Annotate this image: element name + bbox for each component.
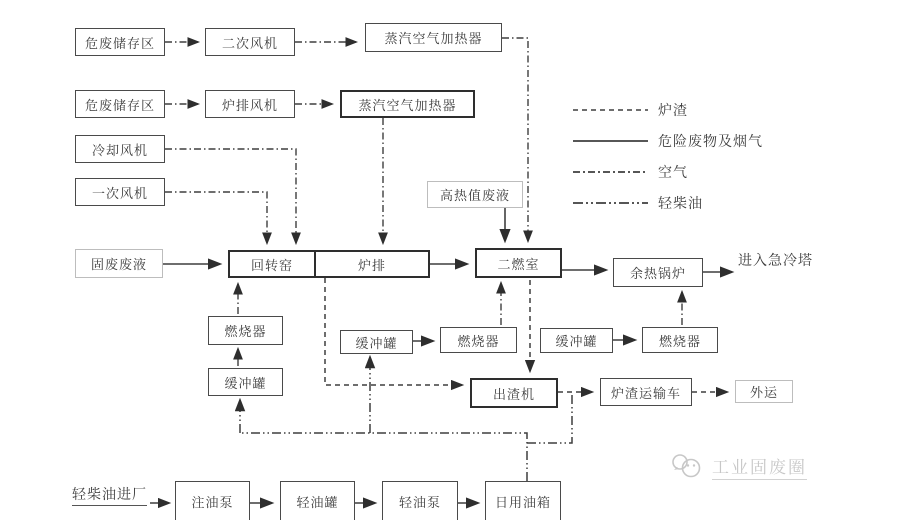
legend-label-slag: 炉渣 — [658, 101, 688, 118]
node-cooling-fan-label: 冷却风机 — [91, 142, 148, 158]
legend-label-waste-flue-gas: 危险废物及烟气 — [658, 132, 763, 149]
node-oil-injection-pump — [175, 481, 250, 520]
node-outbound — [735, 380, 793, 403]
node-rotary-kiln-label: 回转窑 — [250, 257, 293, 273]
legend-label-diesel: 轻柴油 — [658, 194, 703, 211]
node-grate-fan — [205, 90, 295, 118]
label-diesel-inlet: 轻柴油进厂 — [72, 484, 147, 506]
node-grate-label: 炉排 — [357, 257, 386, 273]
node-rotary-kiln — [230, 252, 314, 276]
node-steam-air-heater-2-label: 蒸汽空气加热器 — [358, 97, 457, 113]
node-buffer-tank-right-label: 缓冲罐 — [555, 334, 598, 349]
legend-item-slag — [573, 94, 823, 125]
node-daily-oil-tank-label: 日用油箱 — [494, 494, 551, 510]
node-slag-truck-label: 炉渣运输车 — [610, 385, 681, 401]
legend — [573, 94, 823, 218]
node-hw-storage-2 — [75, 90, 165, 118]
node-light-oil-pump — [382, 481, 458, 520]
node-primary-fan — [75, 178, 165, 206]
node-hw-storage-1 — [75, 28, 165, 56]
node-cooling-fan — [75, 135, 165, 163]
node-secondary-chamber — [475, 248, 562, 278]
node-daily-oil-tank — [485, 481, 561, 520]
node-secondary-fan — [205, 28, 295, 56]
node-secondary-chamber-label: 二燃室 — [497, 256, 540, 272]
node-slag-truck — [600, 378, 692, 406]
diesel-line-daily-tank-main — [240, 433, 527, 481]
air-line-cooling-fan-to-kiln — [165, 149, 296, 243]
watermark-text: 工业固废圈 — [712, 453, 807, 480]
node-burner-right-label: 燃烧器 — [658, 333, 701, 349]
node-waste-heat-boiler — [613, 258, 703, 287]
node-burner-mid-label: 燃烧器 — [457, 333, 500, 349]
node-light-oil-tank-label: 轻油罐 — [296, 494, 339, 510]
node-buffer-tank-left-label: 缓冲罐 — [224, 375, 267, 391]
wechat-logo-icon — [670, 452, 704, 480]
node-waste-heat-boiler-label: 余热锅炉 — [629, 266, 686, 281]
node-light-oil-tank — [280, 481, 355, 520]
node-high-heat-waste-liquid-label: 高热值废液 — [439, 188, 510, 203]
node-oil-injection-pump-label: 注油泵 — [191, 494, 234, 510]
legend-item-waste-flue-gas — [573, 125, 823, 156]
legend-label-air: 空气 — [658, 163, 688, 180]
node-buffer-tank-mid — [340, 330, 413, 354]
legend-sample-dash-dot-line — [573, 168, 648, 176]
node-burner-mid — [440, 327, 517, 353]
node-burner-right — [642, 327, 718, 353]
node-slag-discharger-label: 出渣机 — [492, 386, 535, 402]
node-primary-fan-label: 一次风机 — [91, 185, 148, 201]
label-to-quench-tower: 进入急冷塔 — [738, 252, 813, 268]
node-grate — [314, 252, 428, 276]
node-buffer-tank-left — [208, 368, 283, 396]
node-hw-storage-1-label: 危废储存区 — [84, 35, 155, 51]
legend-sample-solid-line — [573, 137, 648, 145]
node-burner-left-label: 燃烧器 — [224, 324, 267, 339]
node-buffer-tank-mid-label: 缓冲罐 — [355, 335, 398, 351]
node-light-oil-pump-label: 轻油泵 — [398, 494, 441, 510]
air-line-heater1-to-secondary-chamber — [502, 38, 528, 241]
node-steam-air-heater-1 — [365, 23, 502, 52]
node-grate-fan-label: 炉排风机 — [221, 97, 278, 113]
watermark — [670, 452, 807, 480]
node-slag-discharger — [470, 378, 558, 408]
node-outbound-label: 外运 — [749, 385, 778, 400]
node-steam-air-heater-1-label: 蒸汽空气加热器 — [384, 31, 483, 46]
node-kiln-grate-unit — [228, 250, 430, 278]
air-line-primary-fan-to-kiln — [165, 192, 267, 243]
node-steam-air-heater-2 — [340, 90, 475, 118]
legend-item-air — [573, 156, 823, 187]
node-burner-left — [208, 316, 283, 345]
node-high-heat-waste-liquid — [427, 181, 523, 208]
node-hw-storage-2-label: 危废储存区 — [84, 97, 155, 113]
legend-item-diesel — [573, 187, 823, 218]
node-buffer-tank-right — [540, 328, 613, 353]
node-secondary-fan-label: 二次风机 — [221, 35, 278, 51]
node-solid-waste-liquid — [75, 249, 163, 278]
legend-sample-dash-dot-dot-line — [573, 199, 648, 207]
legend-sample-dashed-line — [573, 106, 648, 114]
node-solid-waste-liquid-label: 固废废液 — [90, 257, 147, 272]
